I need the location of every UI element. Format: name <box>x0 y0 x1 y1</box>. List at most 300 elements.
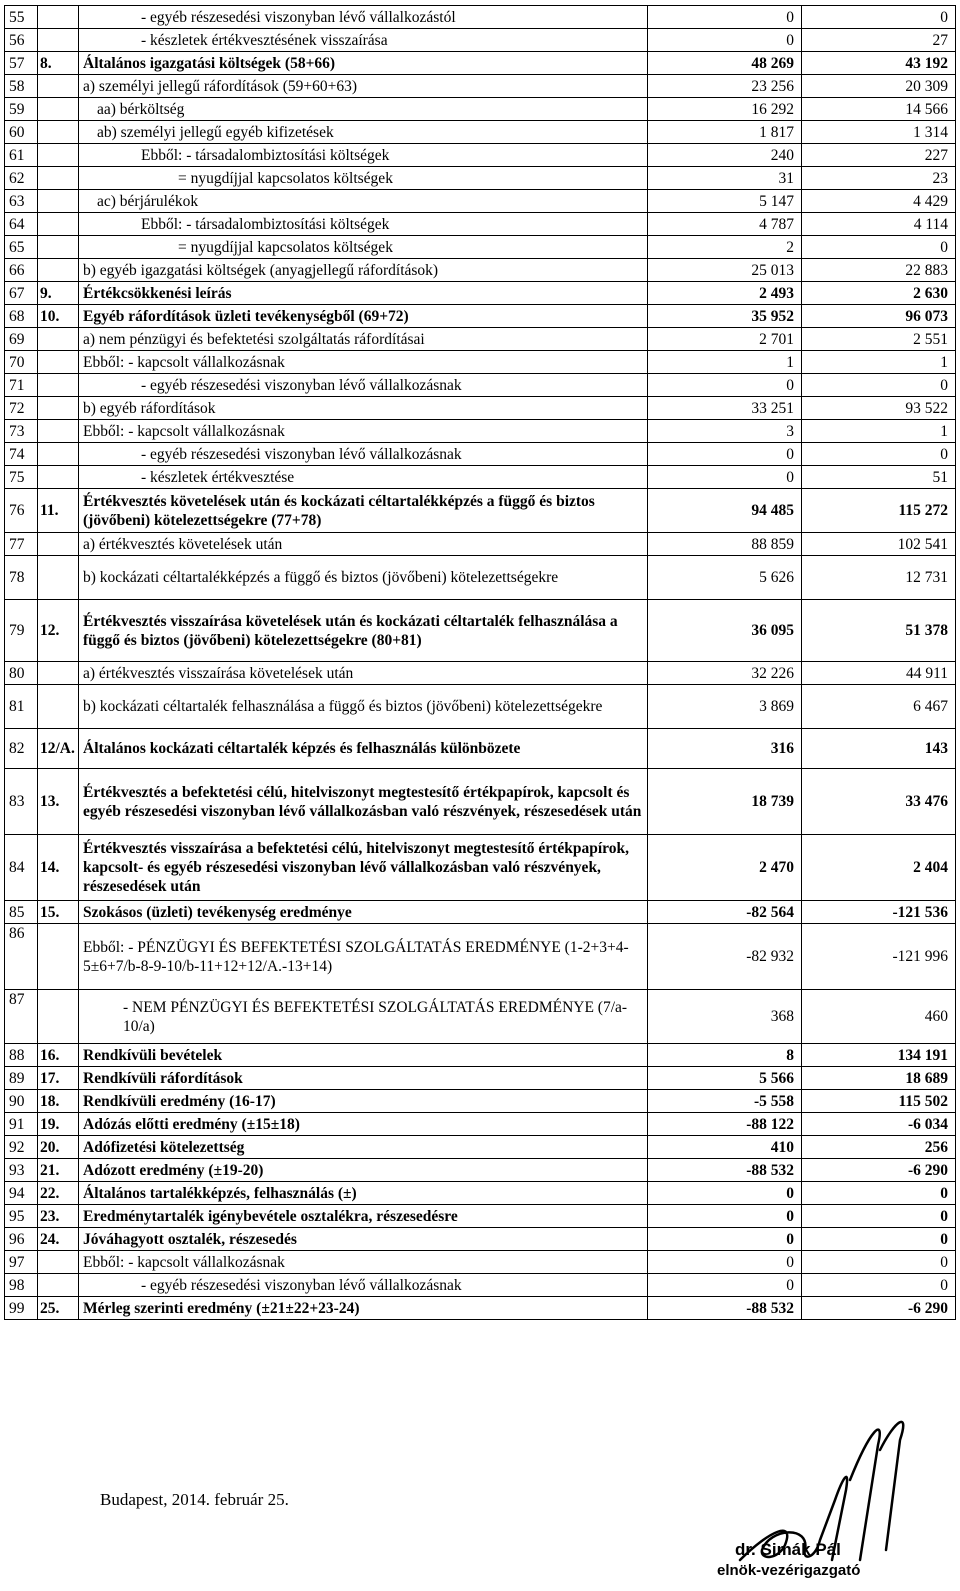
row-number: 84 <box>5 835 38 901</box>
row-description <box>79 835 648 901</box>
row-number: 60 <box>5 121 38 144</box>
place-date: Budapest, 2014. február 25. <box>100 1490 289 1509</box>
value-current-year: -6 290 <box>802 1297 956 1320</box>
table-row <box>5 662 956 685</box>
row-index-label: 20. <box>38 1136 79 1159</box>
row-description-text: ab) személyi jellegű egyéb kifizetések <box>97 123 334 141</box>
row-index-label: 13. <box>38 769 79 835</box>
row-description-text: Általános igazgatási költségek (58+66) <box>83 54 336 72</box>
row-index-label <box>38 1274 79 1297</box>
row-number: 98 <box>5 1274 38 1297</box>
signer-name: dr. Simák Pál <box>735 1540 841 1559</box>
row-description <box>79 6 648 29</box>
income-statement-table <box>4 5 956 1320</box>
row-index-label: 8. <box>38 52 79 75</box>
value-previous-year: 0 <box>648 1228 802 1251</box>
row-index-label <box>38 685 79 729</box>
row-index-label: 24. <box>38 1228 79 1251</box>
row-description <box>79 1182 648 1205</box>
row-description <box>79 305 648 328</box>
value-current-year: 51 378 <box>802 600 956 662</box>
value-current-year: 1 <box>802 351 956 374</box>
value-current-year: 134 191 <box>802 1044 956 1067</box>
table-row <box>5 328 956 351</box>
value-previous-year: 2 493 <box>648 282 802 305</box>
table-row <box>5 144 956 167</box>
table-row <box>5 990 956 1044</box>
table-row <box>5 190 956 213</box>
row-number: 67 <box>5 282 38 305</box>
value-current-year: 0 <box>802 1228 956 1251</box>
row-description <box>79 1136 648 1159</box>
table-row <box>5 374 956 397</box>
row-number: 91 <box>5 1113 38 1136</box>
value-current-year: 0 <box>802 1182 956 1205</box>
value-previous-year: 35 952 <box>648 305 802 328</box>
value-previous-year: 36 095 <box>648 600 802 662</box>
table-row <box>5 556 956 600</box>
row-description-text: - egyéb részesedési viszonyban lévő vállalkozástól <box>141 8 456 26</box>
row-index-label: 10. <box>38 305 79 328</box>
row-index-label <box>38 374 79 397</box>
value-current-year: -6 290 <box>802 1159 956 1182</box>
value-previous-year: 2 <box>648 236 802 259</box>
table-row <box>5 1136 956 1159</box>
value-previous-year: 48 269 <box>648 52 802 75</box>
row-number: 71 <box>5 374 38 397</box>
row-index-label <box>38 466 79 489</box>
row-number: 75 <box>5 466 38 489</box>
value-previous-year: 0 <box>648 1274 802 1297</box>
row-description <box>79 662 648 685</box>
row-description <box>79 98 648 121</box>
row-index-label: 14. <box>38 835 79 901</box>
row-description <box>79 1044 648 1067</box>
row-index-label: 9. <box>38 282 79 305</box>
row-number: 61 <box>5 144 38 167</box>
value-previous-year: 0 <box>648 374 802 397</box>
value-current-year: 33 476 <box>802 769 956 835</box>
row-index-label: 16. <box>38 1044 79 1067</box>
row-description-text: a) értékvesztés követelések után <box>83 535 283 553</box>
row-index-label <box>38 397 79 420</box>
value-previous-year: 18 739 <box>648 769 802 835</box>
row-description <box>79 236 648 259</box>
row-number: 68 <box>5 305 38 328</box>
table-row <box>5 685 956 729</box>
table-row <box>5 835 956 901</box>
row-index-label <box>38 556 79 600</box>
table-row <box>5 1205 956 1228</box>
value-previous-year: 0 <box>648 1251 802 1274</box>
value-current-year: 6 467 <box>802 685 956 729</box>
value-current-year: 143 <box>802 729 956 769</box>
value-previous-year: 3 869 <box>648 685 802 729</box>
row-description-text: Ebből: - társadalombiztosítási költségek <box>141 215 390 233</box>
value-previous-year: 32 226 <box>648 662 802 685</box>
table-row <box>5 489 956 533</box>
row-description <box>79 29 648 52</box>
row-description-text: b) kockázati céltartalékképzés a függő és biztos (jövőbeni) kötelezettségekre <box>83 569 559 586</box>
row-number: 90 <box>5 1090 38 1113</box>
row-description <box>79 901 648 924</box>
row-description <box>79 1297 648 1320</box>
row-description-text: Szokásos (üzleti) tevékenység eredménye <box>83 903 352 921</box>
row-index-label <box>38 443 79 466</box>
row-description-text: Ebből: - kapcsolt vállalkozásnak <box>83 422 285 440</box>
row-description <box>79 190 648 213</box>
row-description-text: a) nem pénzügyi és befektetési szolgáltatás ráfordításai <box>83 330 425 348</box>
table-row <box>5 282 956 305</box>
row-number: 56 <box>5 29 38 52</box>
value-previous-year: 1 817 <box>648 121 802 144</box>
row-number: 62 <box>5 167 38 190</box>
row-number: 79 <box>5 600 38 662</box>
value-current-year: 115 502 <box>802 1090 956 1113</box>
row-index-label: 19. <box>38 1113 79 1136</box>
value-current-year: 27 <box>802 29 956 52</box>
row-number: 82 <box>5 729 38 769</box>
value-current-year: 22 883 <box>802 259 956 282</box>
row-number: 74 <box>5 443 38 466</box>
row-description <box>79 374 648 397</box>
row-index-label <box>38 167 79 190</box>
value-current-year: 256 <box>802 1136 956 1159</box>
row-description-text: - NEM PÉNZÜGYI ÉS BEFEKTETÉSI SZOLGÁLTATÁS EREDMÉNYE (7/a-10/a) <box>123 998 628 1035</box>
table-row <box>5 52 956 75</box>
row-index-label <box>38 533 79 556</box>
row-number: 95 <box>5 1205 38 1228</box>
table-row <box>5 1159 956 1182</box>
row-index-label: 15. <box>38 901 79 924</box>
row-description-text: Értékcsökkenési leírás <box>83 284 232 302</box>
row-number: 65 <box>5 236 38 259</box>
row-number: 59 <box>5 98 38 121</box>
table-row <box>5 729 956 769</box>
value-current-year: 0 <box>802 1251 956 1274</box>
row-number: 63 <box>5 190 38 213</box>
row-description-text: Adófizetési kötelezettség <box>83 1138 245 1156</box>
table-row <box>5 75 956 98</box>
row-description-text: Rendkívüli ráfordítások <box>83 1069 243 1087</box>
row-description-text: Általános tartalékképzés, felhasználás (±) <box>83 1184 357 1202</box>
value-previous-year: 0 <box>648 6 802 29</box>
row-description <box>79 1251 648 1274</box>
value-current-year: 0 <box>802 1274 956 1297</box>
table-row <box>5 466 956 489</box>
table-row <box>5 769 956 835</box>
table-row <box>5 901 956 924</box>
row-number: 80 <box>5 662 38 685</box>
value-previous-year: 410 <box>648 1136 802 1159</box>
row-description <box>79 328 648 351</box>
value-current-year: -6 034 <box>802 1113 956 1136</box>
value-current-year: 0 <box>802 236 956 259</box>
row-description <box>79 397 648 420</box>
row-index-label <box>38 990 79 1044</box>
value-previous-year: 5 626 <box>648 556 802 600</box>
table-row <box>5 1228 956 1251</box>
row-description <box>79 769 648 835</box>
value-previous-year: 3 <box>648 420 802 443</box>
table-row <box>5 98 956 121</box>
row-description-text: Adózott eredmény (±19-20) <box>83 1161 264 1179</box>
value-previous-year: 31 <box>648 167 802 190</box>
row-number: 77 <box>5 533 38 556</box>
row-index-label <box>38 1251 79 1274</box>
row-description <box>79 990 648 1044</box>
value-previous-year: 5 147 <box>648 190 802 213</box>
row-description <box>79 351 648 374</box>
row-number: 73 <box>5 420 38 443</box>
row-index-label: 11. <box>38 489 79 533</box>
value-current-year: -121 996 <box>802 924 956 990</box>
row-index-label <box>38 29 79 52</box>
row-description-text: - egyéb részesedési viszonyban lévő vállalkozásnak <box>141 445 462 463</box>
row-number: 69 <box>5 328 38 351</box>
row-description-text: b) egyéb igazgatási költségek (anyagjellegű ráfordítások) <box>83 261 439 279</box>
value-current-year: 12 731 <box>802 556 956 600</box>
row-description <box>79 1205 648 1228</box>
row-number: 81 <box>5 685 38 729</box>
row-number: 76 <box>5 489 38 533</box>
table-row <box>5 1090 956 1113</box>
row-description <box>79 533 648 556</box>
value-previous-year: 5 566 <box>648 1067 802 1090</box>
row-description-text: Ebből: - PÉNZÜGYI ÉS BEFEKTETÉSI SZOLGÁLTATÁS EREDMÉNYE (1-2+3+4-5±6+7/b-8-9-10/b-11+12+12/A.-13+14) <box>83 938 629 975</box>
value-current-year: 102 541 <box>802 533 956 556</box>
row-description-text: Jóváhagyott osztalék, részesedés <box>83 1230 297 1248</box>
value-previous-year: 2 470 <box>648 835 802 901</box>
value-current-year: 4 114 <box>802 213 956 236</box>
value-current-year: 23 <box>802 167 956 190</box>
row-description-text: Eredménytartalék igénybevétele osztalékra, részesedésre <box>83 1207 458 1225</box>
table-row <box>5 1274 956 1297</box>
row-description <box>79 52 648 75</box>
row-number: 64 <box>5 213 38 236</box>
row-index-label: 18. <box>38 1090 79 1113</box>
table-row <box>5 351 956 374</box>
table-row <box>5 121 956 144</box>
table-row <box>5 167 956 190</box>
value-current-year: 115 272 <box>802 489 956 533</box>
value-current-year: 0 <box>802 443 956 466</box>
row-number: 87 <box>5 990 38 1044</box>
row-number: 83 <box>5 769 38 835</box>
row-description-text: Mérleg szerinti eredmény (±21±22+23-24) <box>83 1299 360 1317</box>
row-description-text: - egyéb részesedési viszonyban lévő vállalkozásnak <box>141 376 462 394</box>
row-index-label <box>38 6 79 29</box>
row-number: 58 <box>5 75 38 98</box>
row-description <box>79 729 648 769</box>
value-previous-year: 23 256 <box>648 75 802 98</box>
row-description <box>79 1228 648 1251</box>
row-description <box>79 144 648 167</box>
row-number: 93 <box>5 1159 38 1182</box>
row-index-label <box>38 98 79 121</box>
table-row <box>5 305 956 328</box>
value-previous-year: 2 701 <box>648 328 802 351</box>
value-current-year: 227 <box>802 144 956 167</box>
value-previous-year: 368 <box>648 990 802 1044</box>
row-index-label <box>38 924 79 990</box>
row-description <box>79 600 648 662</box>
signer-title: elnök-vezérigazgató <box>717 1562 861 1579</box>
value-current-year: 0 <box>802 374 956 397</box>
value-current-year: 93 522 <box>802 397 956 420</box>
row-description-text: Ebből: - társadalombiztosítási költségek <box>141 146 390 164</box>
table-row <box>5 533 956 556</box>
row-description <box>79 282 648 305</box>
value-current-year: 43 192 <box>802 52 956 75</box>
row-description <box>79 489 648 533</box>
value-previous-year: -82 564 <box>648 901 802 924</box>
value-previous-year: 33 251 <box>648 397 802 420</box>
row-index-label <box>38 328 79 351</box>
row-index-label: 25. <box>38 1297 79 1320</box>
row-description-text: Rendkívüli bevételek <box>83 1046 223 1064</box>
value-current-year: 1 314 <box>802 121 956 144</box>
row-index-label <box>38 213 79 236</box>
row-description <box>79 685 648 729</box>
value-previous-year: 0 <box>648 29 802 52</box>
value-previous-year: -5 558 <box>648 1090 802 1113</box>
value-current-year: 44 911 <box>802 662 956 685</box>
table-row <box>5 1182 956 1205</box>
value-current-year: 4 429 <box>802 190 956 213</box>
value-current-year: 2 551 <box>802 328 956 351</box>
row-description <box>79 1274 648 1297</box>
table-row <box>5 600 956 662</box>
row-index-label <box>38 662 79 685</box>
row-description <box>79 556 648 600</box>
row-description-text: Adózás előtti eredmény (±15±18) <box>83 1115 300 1133</box>
value-current-year: 2 404 <box>802 835 956 901</box>
row-index-label <box>38 420 79 443</box>
row-description-text: a) személyi jellegű ráfordítások (59+60+63) <box>83 77 358 95</box>
value-previous-year: 0 <box>648 1182 802 1205</box>
value-current-year: 460 <box>802 990 956 1044</box>
value-current-year: 51 <box>802 466 956 489</box>
table-row <box>5 29 956 52</box>
table-row <box>5 420 956 443</box>
value-previous-year: 4 787 <box>648 213 802 236</box>
value-previous-year: 1 <box>648 351 802 374</box>
row-number: 55 <box>5 6 38 29</box>
row-number: 70 <box>5 351 38 374</box>
row-description-text: = nyugdíjjal kapcsolatos költségek <box>178 169 393 187</box>
table-row <box>5 236 956 259</box>
row-description-text: Értékvesztés a befektetési célú, hitelviszonyt megtestesítő értékpapírok, kapcsolt és egyéb részesedési viszonyban lévő vállalkozásban való részvények, részesedések után <box>83 783 642 820</box>
value-previous-year: -88 532 <box>648 1159 802 1182</box>
value-previous-year: 88 859 <box>648 533 802 556</box>
row-description <box>79 466 648 489</box>
value-current-year: 0 <box>802 1205 956 1228</box>
table-row <box>5 924 956 990</box>
value-current-year: 96 073 <box>802 305 956 328</box>
row-description-text: Értékvesztés követelések után és kockázati céltartalékképzés a függő és biztos (jövőbeni) kötelezettségekre (77+78) <box>83 492 595 529</box>
table-row <box>5 1297 956 1320</box>
row-number: 66 <box>5 259 38 282</box>
row-index-label: 17. <box>38 1067 79 1090</box>
value-current-year: 1 <box>802 420 956 443</box>
row-description <box>79 167 648 190</box>
value-current-year: 14 566 <box>802 98 956 121</box>
row-description <box>79 1113 648 1136</box>
row-number: 85 <box>5 901 38 924</box>
row-number: 99 <box>5 1297 38 1320</box>
row-index-label <box>38 75 79 98</box>
row-description <box>79 1090 648 1113</box>
row-index-label <box>38 259 79 282</box>
table-row <box>5 259 956 282</box>
value-current-year: -121 536 <box>802 901 956 924</box>
row-description-text: = nyugdíjjal kapcsolatos költségek <box>178 238 393 256</box>
row-description <box>79 121 648 144</box>
row-description-text: - egyéb részesedési viszonyban lévő vállalkozásnak <box>141 1276 462 1294</box>
row-description-text: Ebből: - kapcsolt vállalkozásnak <box>83 353 285 371</box>
value-current-year: 0 <box>802 6 956 29</box>
table-row <box>5 1251 956 1274</box>
table-row <box>5 213 956 236</box>
row-description-text: b) egyéb ráfordítások <box>83 399 216 417</box>
row-number: 86 <box>5 924 38 990</box>
row-description-text: - készletek értékvesztésének visszaírása <box>141 31 388 49</box>
row-number: 92 <box>5 1136 38 1159</box>
row-description-text: Értékvesztés visszaírása követelések után és kockázati céltartalék felhasználása a függő és biztos (jövőbeni) kötelezettségekre (80+81) <box>83 612 618 649</box>
value-current-year: 18 689 <box>802 1067 956 1090</box>
row-description-text: Egyéb ráfordítások üzleti tevékenységből (69+72) <box>83 307 409 325</box>
table-row <box>5 1113 956 1136</box>
row-number: 94 <box>5 1182 38 1205</box>
value-previous-year: 25 013 <box>648 259 802 282</box>
row-description <box>79 420 648 443</box>
row-description <box>79 443 648 466</box>
row-description-text: Értékvesztés visszaírása a befektetési célú, hitelviszonyt megtestesítő értékpapírok, kapcsolt- és egyéb részesedési viszonyban lévő vállalkozásban való részvények, részesedések után <box>83 840 629 895</box>
row-description-text: Rendkívüli eredmény (16-17) <box>83 1092 276 1110</box>
row-index-label: 23. <box>38 1205 79 1228</box>
row-description <box>79 1159 648 1182</box>
value-previous-year: 8 <box>648 1044 802 1067</box>
row-description-text: b) kockázati céltartalék felhasználása a függő és biztos (jövőbeni) kötelezettségekre <box>83 698 603 715</box>
row-index-label: 12. <box>38 600 79 662</box>
row-description <box>79 75 648 98</box>
row-number: 78 <box>5 556 38 600</box>
value-current-year: 2 630 <box>802 282 956 305</box>
value-previous-year: -88 532 <box>648 1297 802 1320</box>
table-row <box>5 1044 956 1067</box>
value-previous-year: -88 122 <box>648 1113 802 1136</box>
value-current-year: 20 309 <box>802 75 956 98</box>
row-number: 72 <box>5 397 38 420</box>
row-index-label <box>38 190 79 213</box>
row-number: 57 <box>5 52 38 75</box>
row-description-text: ac) bérjárulékok <box>97 192 199 210</box>
row-description-text: a) értékvesztés visszaírása követelések után <box>83 664 354 682</box>
value-previous-year: 0 <box>648 1205 802 1228</box>
row-description-text: Ebből: - kapcsolt vállalkozásnak <box>83 1253 285 1271</box>
row-index-label: 22. <box>38 1182 79 1205</box>
row-description-text: - készletek értékvesztése <box>141 468 295 486</box>
table-row <box>5 397 956 420</box>
value-previous-year: -82 932 <box>648 924 802 990</box>
row-number: 97 <box>5 1251 38 1274</box>
value-previous-year: 0 <box>648 466 802 489</box>
row-index-label <box>38 236 79 259</box>
row-index-label <box>38 351 79 374</box>
row-description-text: aa) bérköltség <box>97 100 185 118</box>
row-index-label: 21. <box>38 1159 79 1182</box>
